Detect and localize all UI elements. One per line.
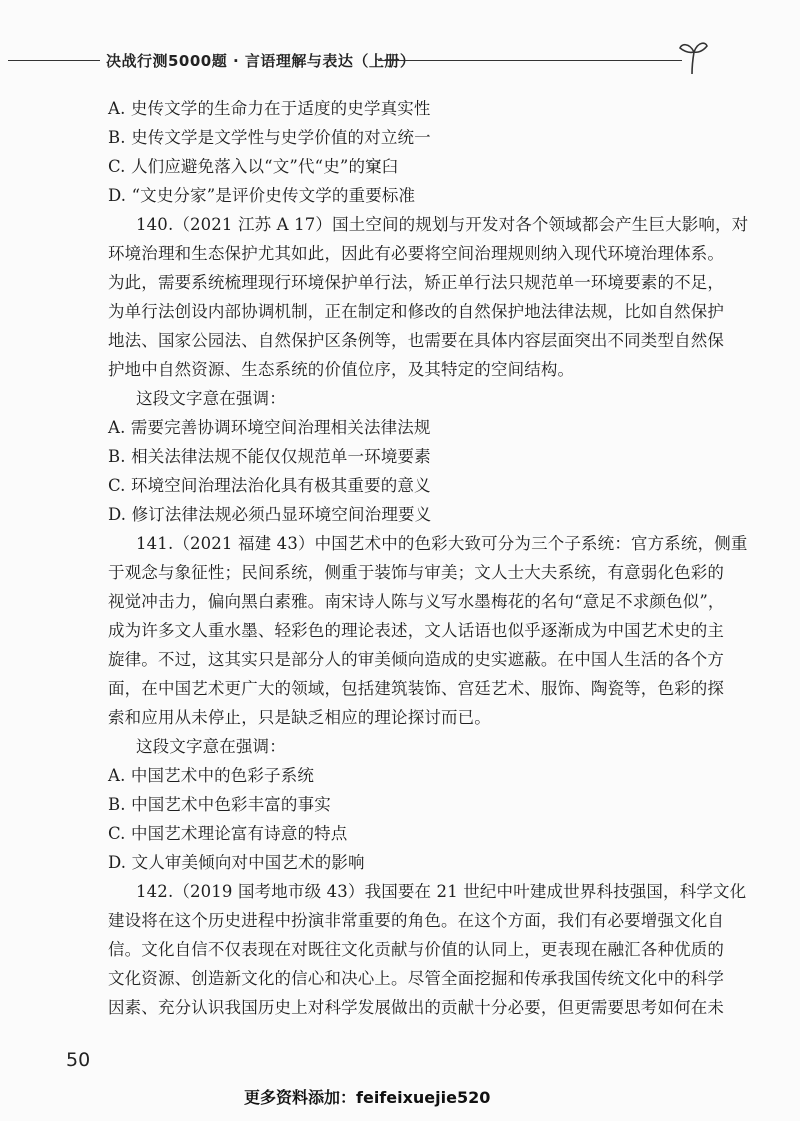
- q140-option-d: D. 修订法律法规必须凸显环境空间治理要义: [108, 505, 432, 524]
- q141-text-line: 视觉冲击力，偏向黑白素雅。南宋诗人陈与义写水墨梅花的名句“意足不求颜色似”，: [108, 592, 725, 611]
- q141-option-c: C. 中国艺术理论富有诗意的特点: [108, 824, 348, 843]
- q140-text-line: 护地中自然资源、生态系统的价值位序，及其特定的空间结构。: [108, 360, 575, 379]
- q140-text-line: 环境治理和生态保护尤其如此，因此有必要将空间治理规则纳入现代环境治理体系。: [108, 244, 725, 263]
- q141-prompt: 这段文字意在强调：: [136, 737, 286, 756]
- q140-option-c: C. 环境空间治理法治化具有极其重要的意义: [108, 476, 431, 495]
- q139-option-a: A. 史传文学的生命力在于适度的史学真实性: [108, 99, 431, 118]
- q141-text-line: 索和应用从未停止，只是缺乏相应的理论探讨而已。: [108, 708, 491, 727]
- header-rule-right: [378, 60, 682, 61]
- q141-text-line: 于观念与象征性；民间系统，侧重于装饰与审美；文人士大夫系统，有意弱化色彩的: [108, 563, 725, 582]
- q140-prompt: 这段文字意在强调：: [136, 389, 286, 408]
- q142-text-line: 因素、充分认识我国历史上对科学发展做出的贡献十分必要，但更需要思考如何在未: [108, 998, 725, 1017]
- q141-text-line: 旋律。不过，这其实只是部分人的审美倾向造成的史实遮蔽。在中国人生活的各个方: [108, 650, 725, 669]
- q140-text-line: 为单行法创设内部协调机制，正在制定和修改的自然保护地法律法规，比如自然保护: [108, 302, 725, 321]
- q140-text-line: 为此，需要系统梳理现行环境保护单行法，矫正单行法只规范单一环境要素的不足，: [108, 273, 725, 292]
- q142-text-line: 建设将在这个历史进程中扮演非常重要的角色。在这个方面，我们有必要增强文化自: [108, 911, 725, 930]
- q140-option-b: B. 相关法律法规不能仅仅规范单一环境要素: [108, 447, 431, 466]
- q140-text-line: 140.（2021 江苏 A 17）国土空间的规划与开发对各个领域都会产生巨大影响，对: [136, 215, 749, 234]
- header-rule-left: [8, 60, 100, 61]
- sprout-icon: [676, 38, 710, 76]
- q139-option-c: C. 人们应避免落入以“文”代“史”的窠臼: [108, 157, 399, 176]
- q140-text-line: 地法、国家公园法、自然保护区条例等，也需要在具体内容层面突出不同类型自然保: [108, 331, 725, 350]
- book-title: 决战行测5000题 · 言语理解与表达（上册）: [106, 52, 416, 70]
- running-header: [0, 44, 800, 78]
- q141-option-b: B. 中国艺术中色彩丰富的事实: [108, 795, 331, 814]
- q140-option-a: A. 需要完善协调环境空间治理相关法律法规: [108, 418, 431, 437]
- q141-text-line: 面，在中国艺术更广大的领域，包括建筑装饰、宫廷艺术、服饰、陶瓷等，色彩的探: [108, 679, 725, 698]
- footer-note: 更多资料添加：feifeixuejie520: [244, 1088, 491, 1107]
- q141-text-line: 141.（2021 福建 43）中国艺术中的色彩大致可分为三个子系统：官方系统，侧重: [136, 534, 748, 553]
- q141-option-d: D. 文人审美倾向对中国艺术的影响: [108, 853, 365, 872]
- q141-text-line: 成为许多文人重水墨、轻彩色的理论表述，文人话语也似乎逐渐成为中国艺术史的主: [108, 621, 725, 640]
- q142-text-line: 信。文化自信不仅表现在对既往文化贡献与价值的认同上，更表现在融汇各种优质的: [108, 940, 725, 959]
- q142-text-line: 142.（2019 国考地市级 43）我国要在 21 世纪中叶建成世界科技强国，科学文化: [136, 882, 747, 901]
- q141-option-a: A. 中国艺术中的色彩子系统: [108, 766, 315, 785]
- q142-text-line: 文化资源、创造新文化的信心和决心上。尽管全面挖掘和传承我国传统文化中的科学: [108, 969, 725, 988]
- page-number: 50: [66, 1049, 91, 1071]
- q139-option-b: B. 史传文学是文学性与史学价值的对立统一: [108, 128, 431, 147]
- q139-option-d: D. “文史分家”是评价史传文学的重要标准: [108, 186, 416, 205]
